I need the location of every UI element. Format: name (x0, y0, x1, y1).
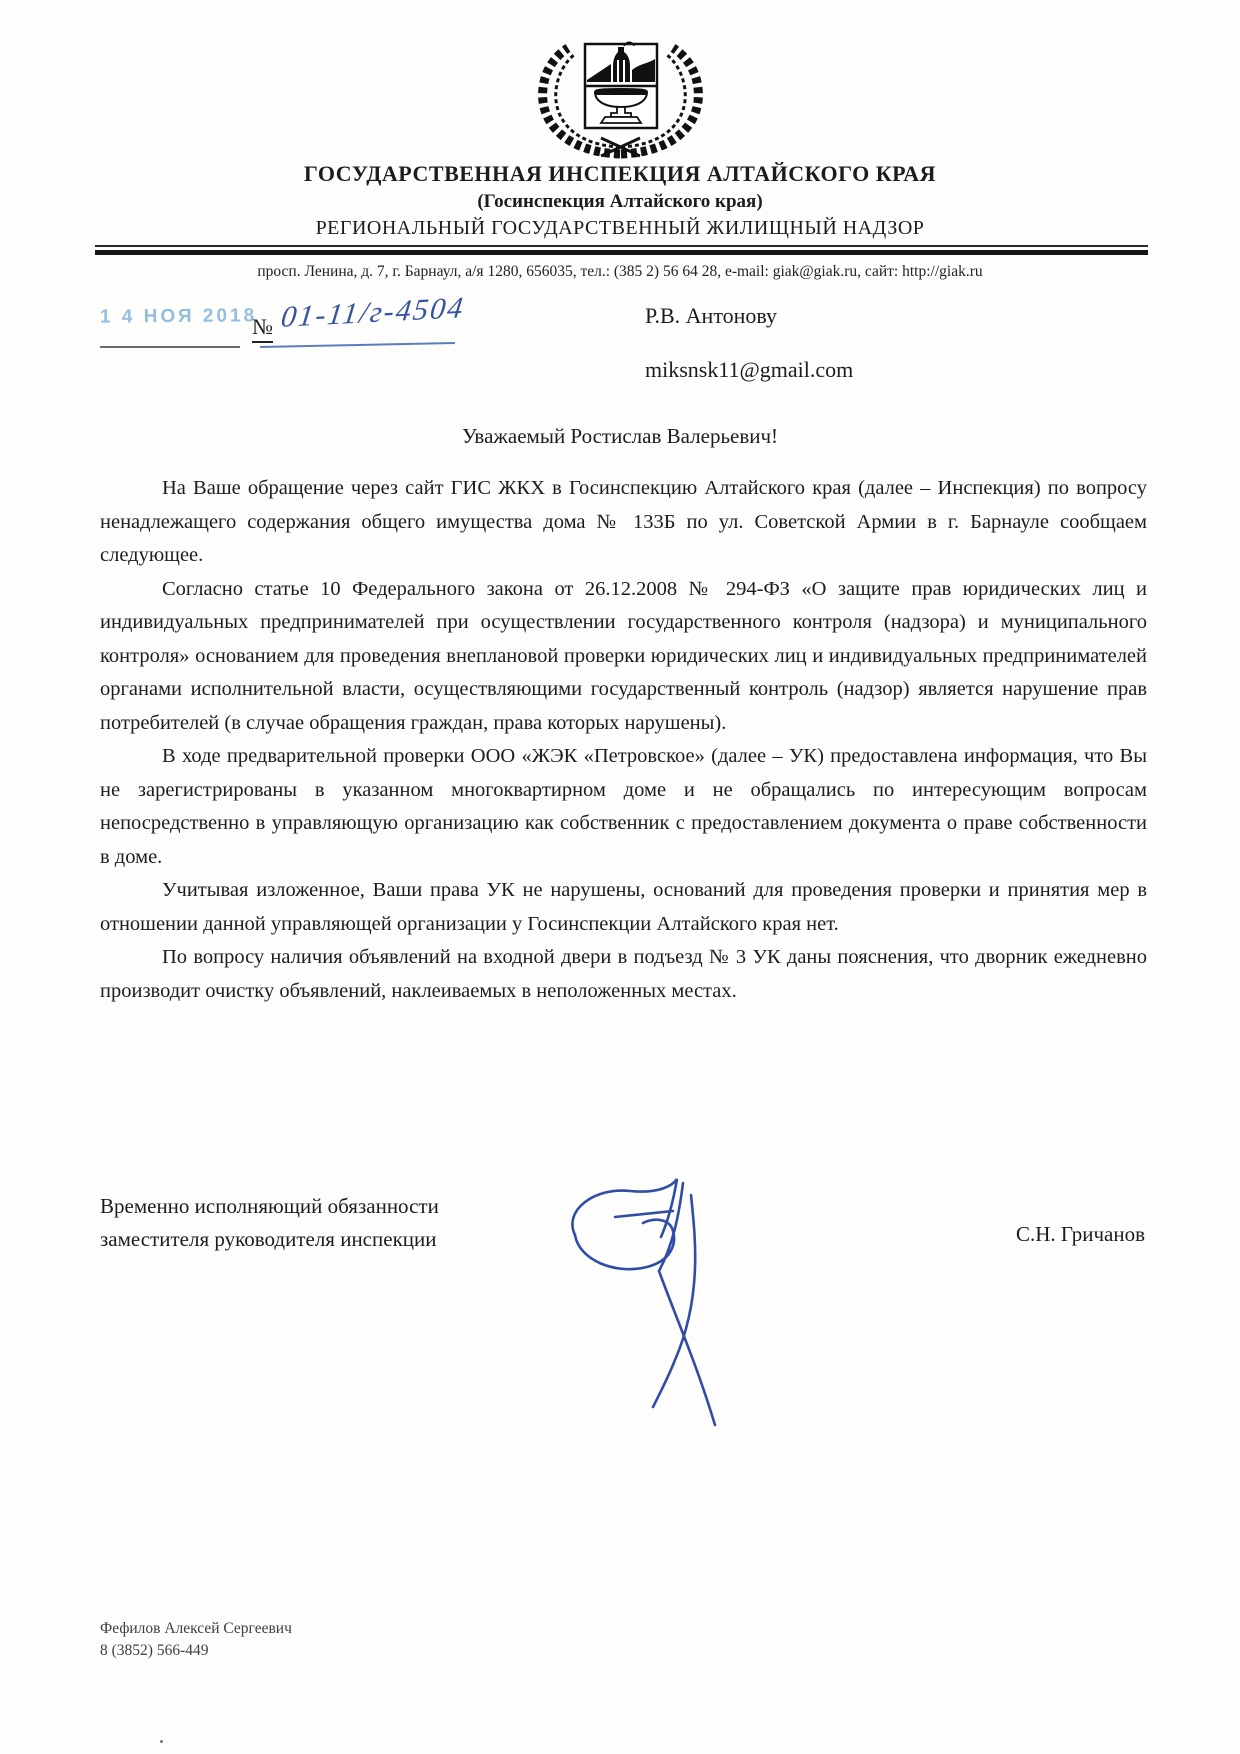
signer-position-line1: Временно исполняющий обязанности (100, 1194, 439, 1218)
handwritten-number: 01-11/г-4504 (279, 291, 467, 334)
date-underline (100, 346, 240, 348)
date-stamp: 1 4 НОЯ 2018 (99, 305, 258, 328)
number-prefix: № (252, 314, 273, 343)
header-divider (95, 245, 1148, 255)
executor-name: Фефилов Алексей Сергеевич (100, 1620, 292, 1637)
signer-position (100, 1190, 530, 1255)
executor-block (100, 1618, 292, 1663)
body-paragraph: На Ваше обращение через сайт ГИС ЖКХ в Госинспекцию Алтайского края (далее – Инспекция) по вопросу ненадлежащего содержания общего имущества дома № 133Б по ул. Советской Армии в г. Барнауле сообщаем следующее. (100, 477, 1147, 566)
signature-autograph (555, 1175, 795, 1435)
org-subtitle: РЕГИОНАЛЬНЫЙ ГОСУДАРСТВЕННЫЙ ЖИЛИЩНЫЙ НАДЗОР (315, 217, 925, 240)
body-paragraph: Согласно статье 10 Федерального закона от 26.12.2008 № 294-ФЗ «О защите прав юридических лиц и индивидуальных предпринимателей при осуществлении государственного контроля (надзора) и муниципального контроля» основанием для проведения внеплановой проверки юридических лиц и индивидуальных предпринимателей органами исполнительной власти, осуществляющими государственный контроль (надзор) является нарушение прав потребителей (в случае обращения граждан, права которых нарушены). (100, 577, 1147, 734)
altai-krai-coat-of-arms-icon (513, 26, 728, 161)
salutation: Уважаемый Ростислав Валерьевич! (461, 424, 779, 448)
letter-body (100, 472, 1147, 1008)
recipient-block (645, 303, 853, 384)
body-paragraph: По вопросу наличия объявлений на входной двери в подъезд № 3 УК даны пояснения, что дворник ежедневно производит очистку объявлений, наклеиваемых в неположенных местах. (100, 946, 1147, 1002)
number-underline (260, 342, 455, 348)
letterhead (0, 160, 1240, 242)
body-paragraph: Учитывая изложенное, Ваши права УК не нарушены, оснований для проведения проверки и принятия мер в отношении данной управляющей организации у Госинспекции Алтайского края нет. (100, 879, 1147, 935)
emblem-container (0, 26, 1240, 161)
signer-position-line2: заместителя руководителя инспекции (100, 1226, 437, 1251)
signature-block (100, 1190, 1145, 1255)
body-paragraph: В ходе предварительной проверки ООО «ЖЭК «Петровское» (далее – УК) предоставлена информация, что Вы не зарегистрированы в указанном многоквартирном доме и не обращались по интересующим вопросам непосредственно в управляющую организацию как собственник с предоставлением документа о праве собственности в доме. (100, 745, 1147, 868)
org-name: ГОСУДАРСТВЕННАЯ ИНСПЕКЦИЯ АЛТАЙСКОГО КРАЯ (303, 161, 937, 186)
executor-phone: 8 (3852) 566-449 (100, 1642, 209, 1660)
recipient-email: miksnsk11@gmail.com (645, 357, 854, 383)
signer-name: С.Н. Гричанов (1015, 1222, 1145, 1246)
org-short-name: (Госинспекция Алтайского края) (477, 191, 763, 213)
recipient-name: Р.В. Антонову (645, 303, 778, 328)
reference-row (99, 291, 580, 354)
contact-line: просп. Ленина, д. 7, г. Барнаул, а/я 1280, 656035, тел.: (385 2) 56 64 28, e-mail: giak@giak.ru, сайт: http://giak.ru (257, 263, 983, 280)
scan-artifact (160, 1740, 163, 1743)
